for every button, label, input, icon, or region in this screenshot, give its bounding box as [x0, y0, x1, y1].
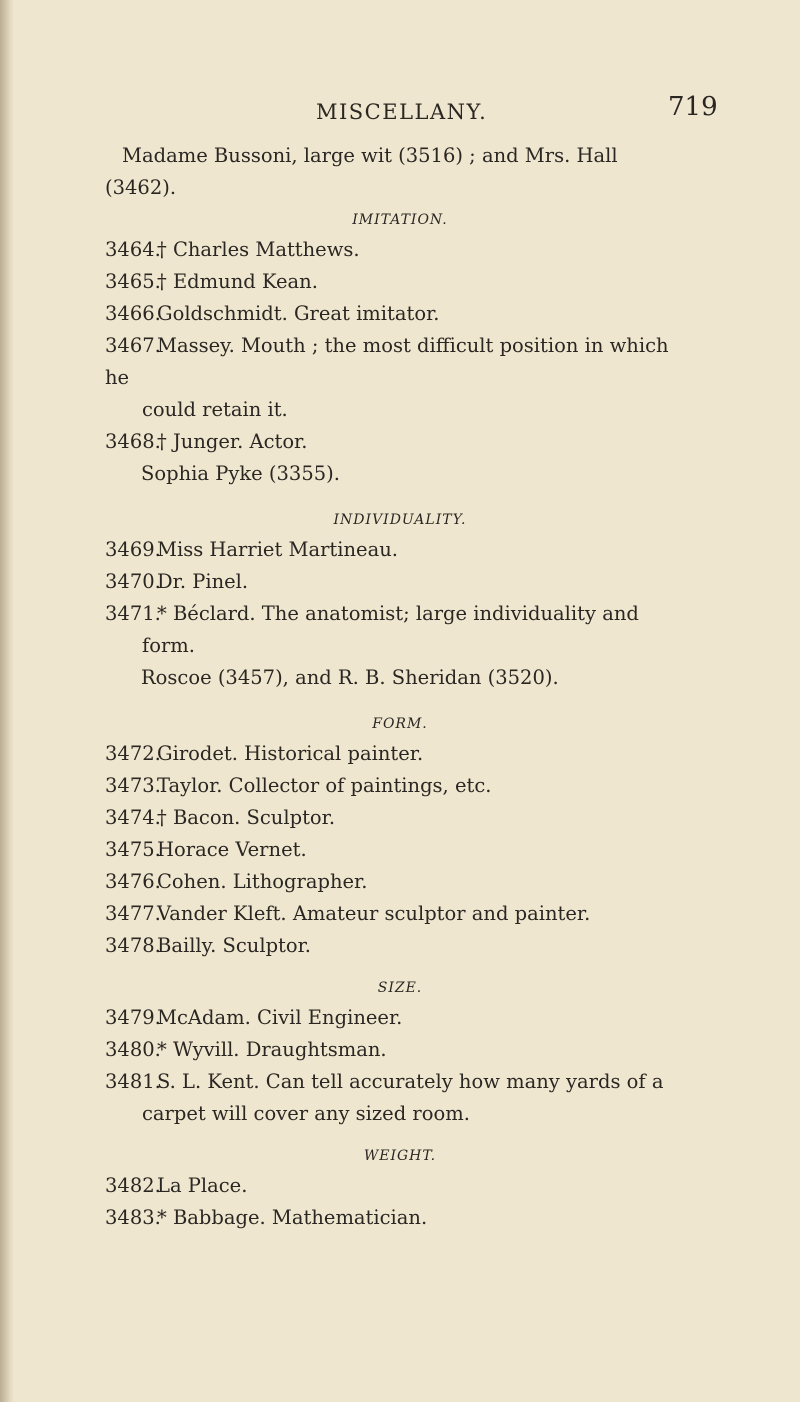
entry-number: 3474.	[105, 806, 161, 829]
entry	[105, 1034, 695, 1066]
entry-text: Massey. Mouth ; the most difficult position in which he	[105, 334, 669, 389]
entry-number: 3472.	[105, 742, 161, 765]
entry-number: 3482.	[105, 1174, 161, 1197]
entry-number: 3473.	[105, 774, 161, 797]
page-header	[0, 92, 800, 132]
entry	[105, 1170, 695, 1202]
page-body	[0, 140, 800, 1234]
intro-line-2: (3462).	[105, 176, 177, 199]
intro-paragraph	[105, 140, 694, 204]
entry-text: Bailly. Sculptor.	[157, 934, 312, 957]
section-heading-individuality: INDIVIDUALITY.	[333, 512, 467, 528]
entry	[105, 1002, 695, 1034]
entry	[105, 234, 695, 266]
entry	[105, 770, 695, 802]
entry-text: * Babbage. Mathematician.	[157, 1206, 428, 1229]
entry-text: S. L. Kent. Can tell accurately how many yards of a	[157, 1070, 664, 1093]
entry-number: 3466.	[105, 302, 161, 325]
entry-number: 3467.	[105, 334, 161, 357]
entry	[105, 802, 695, 834]
entry-number: 3465.	[105, 270, 161, 293]
entry-number: 3468.	[105, 430, 161, 453]
entry-number: 3471.	[105, 602, 161, 625]
entry-number: 3477.	[105, 902, 161, 925]
entry	[105, 298, 695, 330]
entry-text: Taylor. Collector of paintings, etc.	[157, 774, 492, 797]
entry-text: † Bacon. Sculptor.	[157, 806, 336, 829]
cross-reference-note: Sophia Pyke (3355).	[141, 462, 340, 485]
entry-number: 3478.	[105, 934, 161, 957]
entry-text: form.	[142, 634, 195, 657]
entry	[105, 566, 695, 598]
entry	[105, 898, 695, 930]
entry	[105, 930, 695, 962]
entry-text: Horace Vernet.	[157, 838, 307, 861]
entry-text: † Charles Matthews.	[157, 238, 360, 261]
entry-text: † Edmund Kean.	[157, 270, 318, 293]
running-title: MISCELLANY.	[316, 100, 488, 124]
entry-text: † Junger. Actor.	[157, 430, 308, 453]
entry-text: * Béclard. The anatomist; large individuality and	[157, 602, 639, 625]
entry	[105, 1202, 695, 1234]
cross-reference-note: Roscoe (3457), and R. B. Sheridan (3520).	[141, 666, 559, 689]
entry-number: 3470.	[105, 570, 161, 593]
entry	[105, 534, 695, 566]
entry-number: 3475.	[105, 838, 161, 861]
section-heading-imitation: IMITATION.	[352, 212, 448, 228]
entry	[105, 426, 695, 458]
entry	[105, 866, 695, 898]
entry-text: Cohen. Lithographer.	[157, 870, 368, 893]
page-number: 719	[668, 92, 718, 122]
entry-number: 3479.	[105, 1006, 161, 1029]
entry-text: La Place.	[157, 1174, 248, 1197]
entry-text: could retain it.	[142, 398, 288, 421]
entry-text: McAdam. Civil Engineer.	[157, 1006, 403, 1029]
entry	[105, 1066, 695, 1130]
entry-number: 3469.	[105, 538, 161, 561]
entry	[105, 834, 695, 866]
entry-text: Girodet. Historical painter.	[157, 742, 424, 765]
entry-text: Vander Kleft. Amateur sculptor and painter.	[157, 902, 591, 925]
entry-number: 3481.	[105, 1070, 161, 1093]
entry-number: 3483.	[105, 1206, 161, 1229]
entry	[105, 266, 695, 298]
section-heading-weight: WEIGHT.	[363, 1148, 437, 1164]
entry	[105, 330, 695, 426]
entry-number: 3480.	[105, 1038, 161, 1061]
entry	[105, 598, 695, 662]
section-heading-size: SIZE.	[377, 980, 423, 996]
entry-number: 3476.	[105, 870, 161, 893]
entry	[105, 738, 695, 770]
section-heading-form: FORM.	[372, 716, 428, 732]
entry-text: carpet will cover any sized room.	[142, 1102, 470, 1125]
entry-text: Goldschmidt. Great imitator.	[157, 302, 440, 325]
entry-number: 3464.	[105, 238, 161, 261]
entry-text: Dr. Pinel.	[157, 570, 249, 593]
intro-line-1: Madame Bussoni, large wit (3516) ; and Mrs. Hall	[122, 144, 618, 167]
entry-text: * Wyvill. Draughtsman.	[157, 1038, 387, 1061]
entry-text: Miss Harriet Martineau.	[157, 538, 398, 561]
